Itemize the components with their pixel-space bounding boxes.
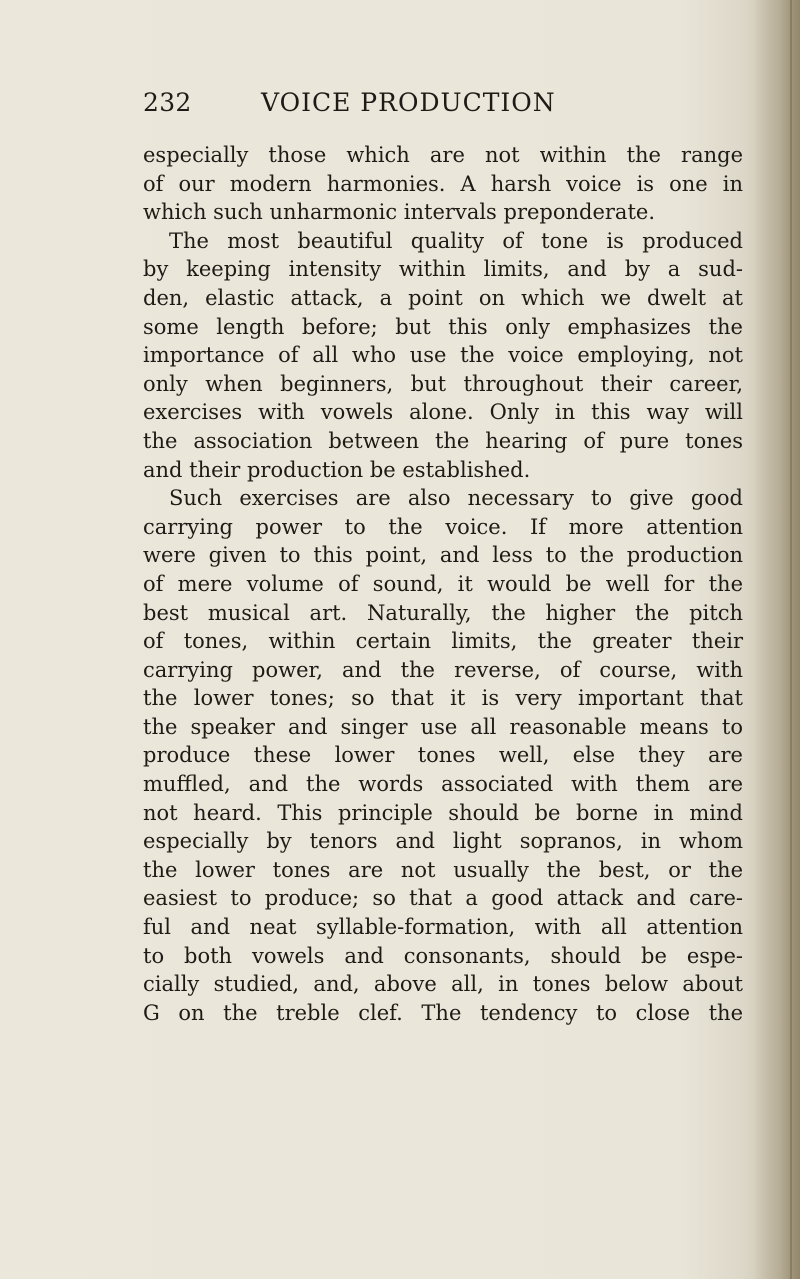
text-line: the lower tones are not usually the best, or the [143,857,743,882]
text-line: carrying power to the voice. If more attention [143,514,743,539]
text-line: by keeping intensity within limits, and by a sud- [143,257,743,282]
text-line: of mere volume of sound, it would be well for the [143,571,743,596]
body-text [143,141,743,1027]
running-head [143,88,703,124]
text-line: carrying power, and the reverse, of course, with [143,657,743,682]
text-line: some length before; but this only emphasizes the [143,314,743,339]
text-line: Such exercises are also necessary to give good [169,486,743,511]
text-line: of our modern harmonies. A harsh voice is one in [143,171,743,196]
text-line: easiest to produce; so that a good attack and care- [143,886,743,911]
text-line: only when beginners, but throughout their career, [143,371,743,396]
text-line: den, elastic attack, a point on which we dwelt at [143,285,743,310]
text-line: of tones, within certain limits, the greater their [143,629,743,654]
text-line: to both vowels and consonants, should be espe- [143,943,743,968]
text-line: especially by tenors and light sopranos, in whom [143,829,743,854]
text-line: best musical art. Naturally, the higher the pitch [143,600,743,625]
text-line: importance of all who use the voice employing, not [143,343,743,368]
text-line: especially those which are not within the range [143,143,743,167]
text-line: produce these lower tones well, else they are [143,743,743,768]
running-title: VOICE PRODUCTION [261,88,556,117]
text-line: not heard. This principle should be borne in mind [143,800,743,825]
text-line: cially studied, and, above all, in tones below about [143,972,743,997]
gutter-shadow [754,0,800,1279]
text-line: G on the treble clef. The tendency to close the [143,1000,743,1025]
text-line: the lower tones; so that it is very important that [143,686,743,711]
page-number: 232 [143,88,192,117]
text-line: The most beautiful quality of tone is produced [169,228,743,253]
text-line: exercises with vowels alone. Only in this way will [143,400,743,425]
gutter-edge [790,0,792,1279]
text-line: and their production be established. [143,457,531,482]
text-line: ful and neat syllable-formation, with all attention [143,915,743,940]
text-line: muffled, and the words associated with them are [143,772,743,797]
text-line: the association between the hearing of pure tones [143,428,743,453]
text-line: which such unharmonic intervals preponderate. [143,200,655,225]
text-line: the speaker and singer use all reasonable means to [143,714,743,739]
text-line: were given to this point, and less to the production [143,543,743,568]
